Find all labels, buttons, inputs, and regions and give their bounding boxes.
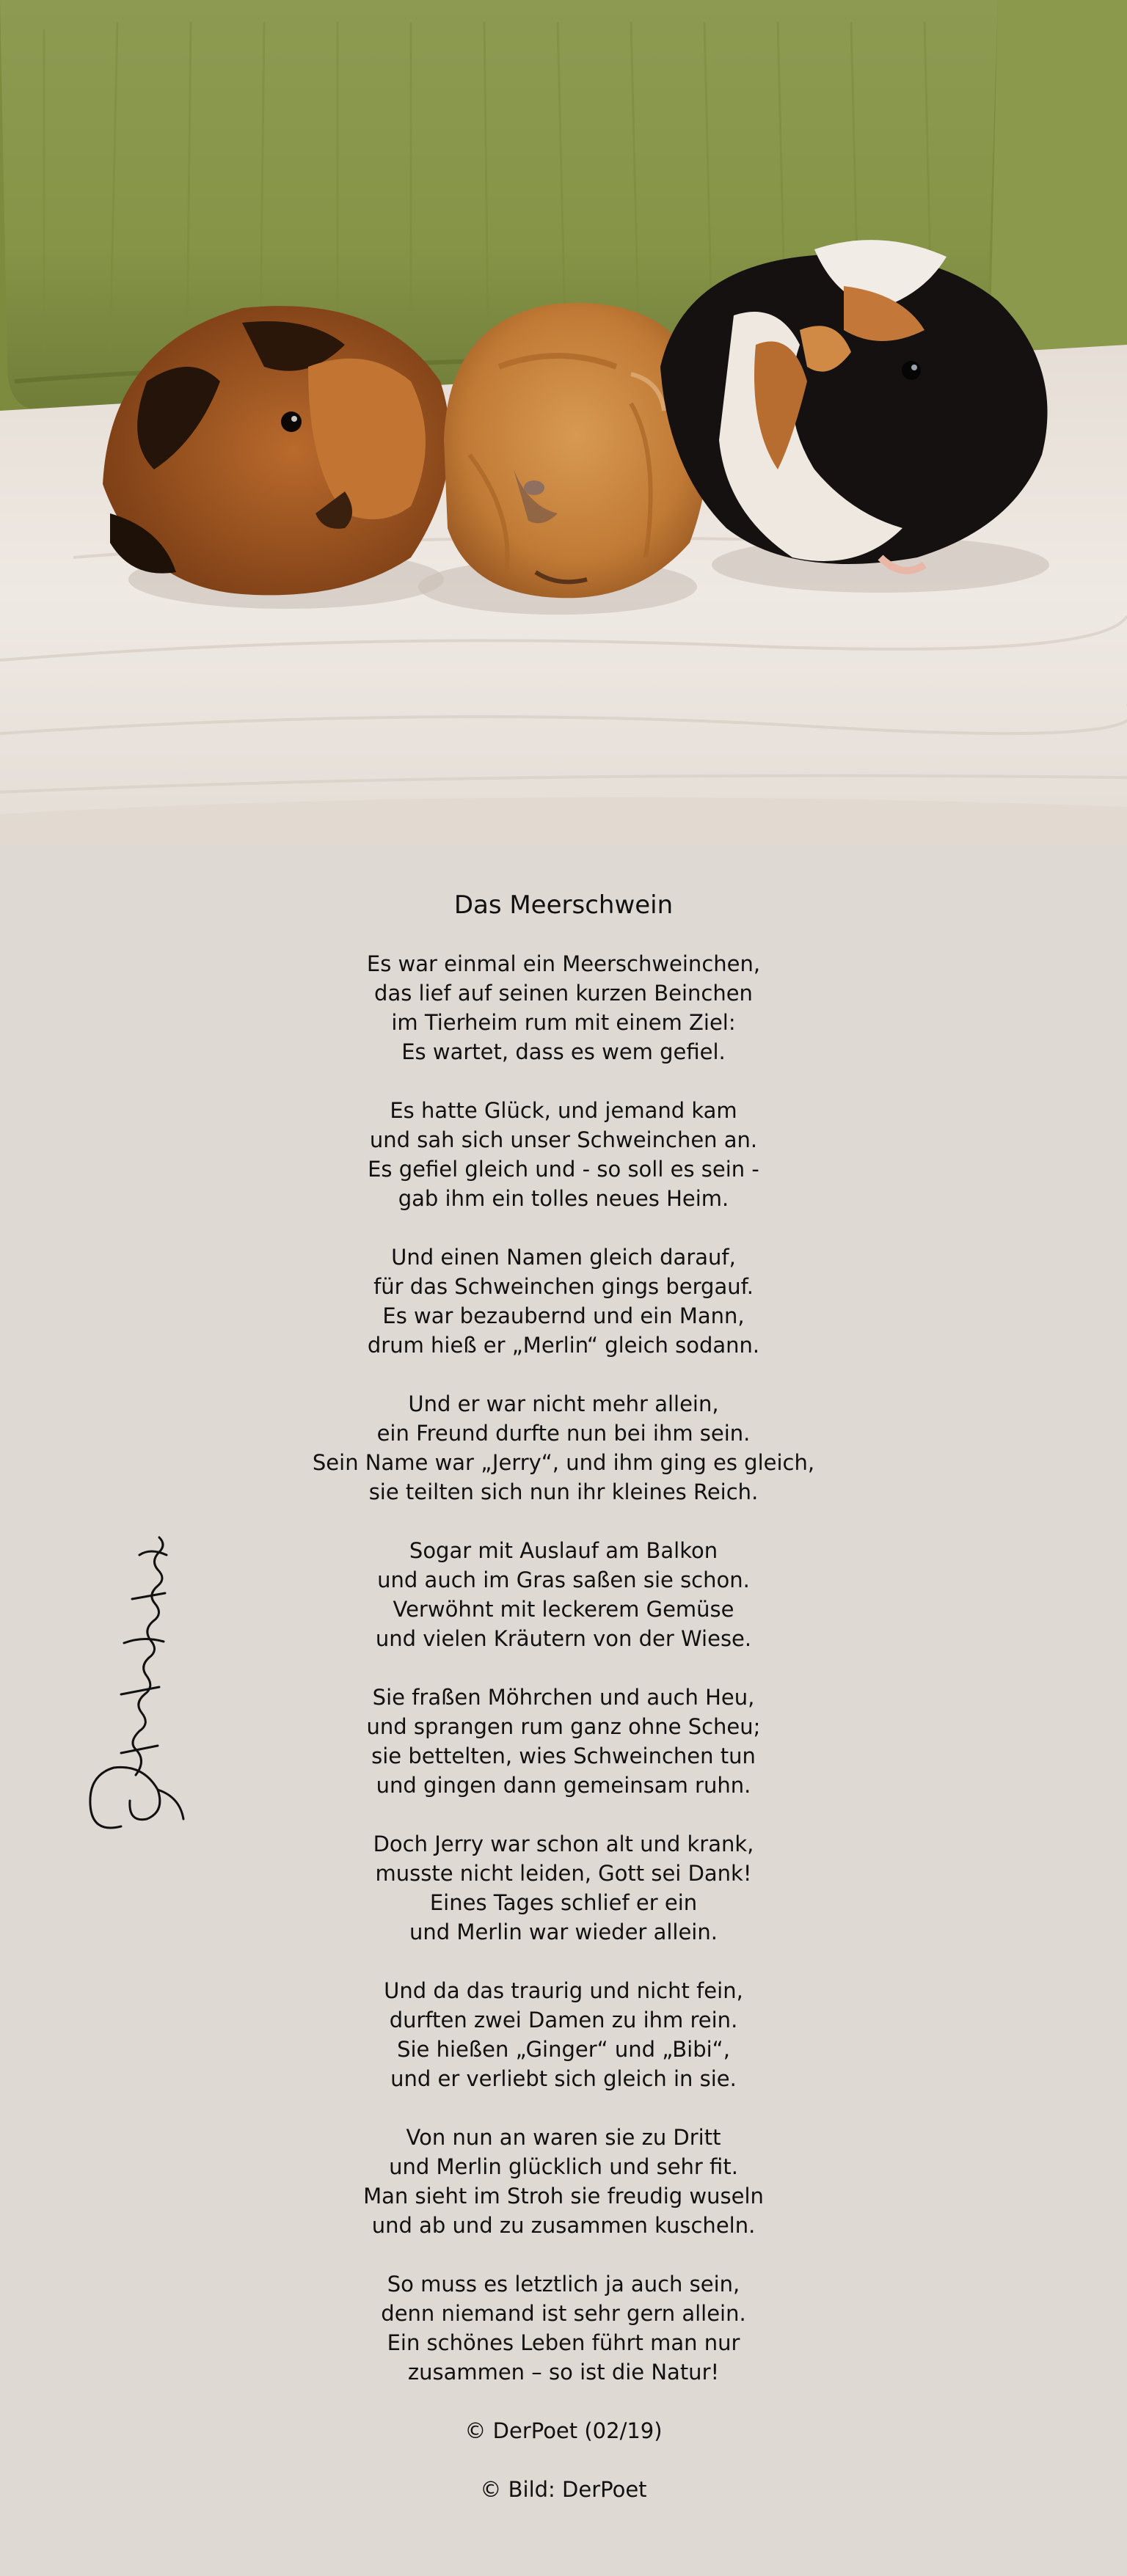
poem-stanza [0,1243,1127,1360]
poem-line: Und einen Namen gleich darauf, [391,1245,736,1270]
poem-line: und Merlin war wieder allein. [409,1920,718,1944]
poem-line: sie bettelten, wies Schweinchen tun [371,1743,756,1768]
poem-line: denn niemand ist sehr gern allein. [381,2301,746,2326]
poem-stanza [0,2123,1127,2240]
poem-line: und auch im Gras saßen sie schon. [377,1567,750,1592]
poem-line: ein Freund durfte nun bei ihm sein. [376,1421,751,1446]
poem-stanza [0,1683,1127,1800]
poem-line: und er verliebt sich gleich in sie. [390,2066,737,2091]
poem-line: Sogar mit Auslauf am Balkon [409,1538,718,1563]
poem-stanza [0,1829,1127,1947]
poem-stanza [0,1096,1127,1213]
poem-stanza [0,1536,1127,1653]
poem-line: gab ihm ein tolles neues Heim. [398,1186,729,1211]
poem-line: Es war bezaubernd und ein Mann, [382,1303,745,1328]
poem-line: sie teilten sich nun ihr kleines Reich. [368,1479,759,1504]
poem-line: für das Schweinchen gings bergauf. [373,1274,754,1299]
poem-line: Sie fraßen Möhrchen und auch Heu, [372,1685,755,1710]
guinea-pigs-photo [0,0,1127,845]
poem-line: und sprangen rum ganz ohne Scheu; [366,1714,761,1739]
poem-line: Und er war nicht mehr allein, [408,1391,719,1416]
poem-line: und sah sich unser Schweinchen an. [369,1127,758,1152]
poem-line: Es war einmal ein Meerschweinchen, [366,951,761,976]
poem-line: zusammen – so ist die Natur! [407,2360,720,2385]
poem-line: Es wartet, dass es wem gefiel. [401,1039,726,1064]
poem-line: durften zwei Damen zu ihm rein. [389,2008,738,2032]
poem-line: im Tierheim rum mit einem Ziel: [391,1010,736,1035]
poem-line: Doch Jerry war schon alt und krank, [373,1832,754,1856]
poem-line: Eines Tages schlief er ein [429,1890,698,1915]
poem-line: musste nicht leiden, Gott sei Dank! [375,1861,752,1886]
poem-line: So muss es letztlich ja auch sein, [387,2272,740,2297]
poem-stanzas [0,949,1127,2387]
poem-stanza [0,2269,1127,2387]
poem-line: drum hieß er „Merlin“ gleich sodann. [367,1333,760,1358]
poem-stanza [0,949,1127,1066]
poem [0,888,1127,2533]
poem-line: Von nun an waren sie zu Dritt [406,2125,721,2150]
poem-line: und vielen Kräutern von der Wiese. [375,1626,752,1651]
poem-stanza [0,1976,1127,2093]
poem-line: das lief auf seinen kurzen Beinchen [374,981,753,1006]
poem-copyright: © DerPoet (02/19) [464,2418,663,2443]
poem-line: Ein schönes Leben führt man nur [387,2330,740,2355]
poem-line: Man sieht im Stroh sie freudig wuseln [363,2184,764,2209]
poem-line: Sein Name war „Jerry“, und ihm ging es gleich, [312,1450,815,1475]
poem-line: Sie hießen „Ginger“ und „Bibi“, [397,2037,730,2062]
poem-line: Und da das traurig und nicht fein, [384,1978,743,2003]
poem-title: Das Meerschwein [453,890,674,920]
poem-line: und ab und zu zusammen kuscheln. [371,2213,756,2238]
poem-line: Es gefiel gleich und - so soll es sein - [368,1157,759,1182]
poem-line: Es hatte Glück, und jemand kam [390,1098,737,1123]
poem-stanza [0,1389,1127,1507]
poem-line: Verwöhnt mit leckerem Gemüse [393,1597,734,1622]
image-credit: © Bild: DerPoet [480,2477,647,2502]
poem-line: und Merlin glücklich und sehr fit. [389,2154,738,2179]
poem-line: und gingen dann gemeinsam ruhn. [376,1773,751,1798]
